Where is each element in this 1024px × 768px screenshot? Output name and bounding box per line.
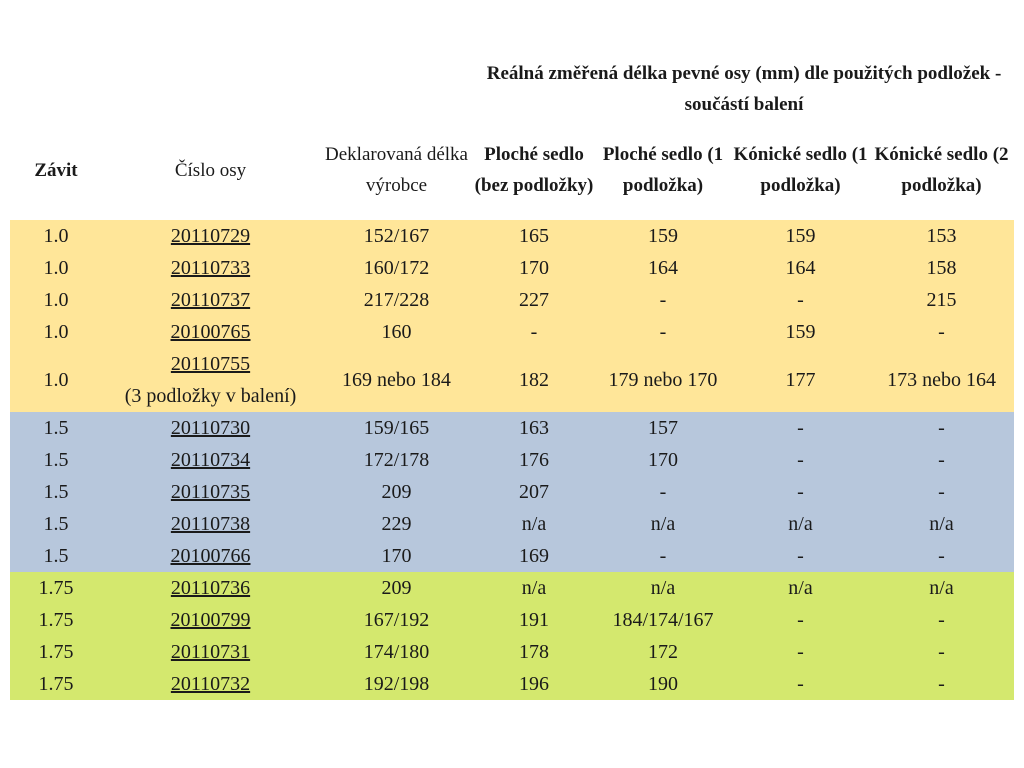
axle-number-link[interactable]: 20110731 xyxy=(170,641,251,663)
cell-deklarovana-delka: 170 xyxy=(319,540,474,572)
cell-konicke-2-podlozka: - xyxy=(869,604,1014,636)
axle-length-table xyxy=(10,56,1014,700)
package-note: (3 podložky v balení) xyxy=(124,385,297,407)
axle-number-link[interactable]: 20110737 xyxy=(170,289,251,311)
cell-deklarovana-delka: 229 xyxy=(319,508,474,540)
cell-konicke-1-podlozka: - xyxy=(732,412,869,444)
cell-konicke-2-podlozka: - xyxy=(869,412,1014,444)
table-row xyxy=(10,284,1014,316)
table-row xyxy=(10,348,1014,412)
cell-deklarovana-delka: 174/180 xyxy=(319,636,474,668)
cell-cislo-osy xyxy=(102,668,319,700)
cell-zavit: 1.0 xyxy=(10,252,102,284)
cell-ploche-bez-podlozky: 165 xyxy=(474,220,594,252)
measured-length-group-header: Reálná změřená délka pevné osy (mm) dle použitých podložek - součástí balení xyxy=(486,63,1002,115)
cell-zavit: 1.75 xyxy=(10,604,102,636)
cell-zavit: 1.5 xyxy=(10,412,102,444)
cell-konicke-2-podlozka: n/a xyxy=(869,572,1014,604)
axle-number-link[interactable]: 20110729 xyxy=(170,225,251,247)
cell-konicke-2-podlozka: - xyxy=(869,668,1014,700)
cell-ploche-bez-podlozky: 227 xyxy=(474,284,594,316)
axle-number-link[interactable]: 20110734 xyxy=(170,449,251,471)
cell-zavit: 1.5 xyxy=(10,508,102,540)
cell-deklarovana-delka: 152/167 xyxy=(319,220,474,252)
cell-zavit: 1.0 xyxy=(10,316,102,348)
table-header xyxy=(10,56,1014,220)
cell-cislo-osy xyxy=(102,540,319,572)
cell-ploche-bez-podlozky: 191 xyxy=(474,604,594,636)
cell-ploche-1-podlozka: - xyxy=(594,540,732,572)
column-header-deklarovana-delka: Deklarovaná délka výrobce xyxy=(325,144,468,196)
cell-ploche-1-podlozka: 172 xyxy=(594,636,732,668)
cell-ploche-1-podlozka: n/a xyxy=(594,572,732,604)
cell-zavit: 1.0 xyxy=(10,284,102,316)
cell-konicke-1-podlozka: - xyxy=(732,636,869,668)
cell-cislo-osy xyxy=(102,444,319,476)
axle-number-link[interactable]: 20110755 xyxy=(170,353,251,375)
cell-zavit: 1.75 xyxy=(10,668,102,700)
cell-cislo-osy xyxy=(102,604,319,636)
cell-zavit: 1.0 xyxy=(10,348,102,412)
cell-zavit: 1.75 xyxy=(10,636,102,668)
column-header-cislo-osy: Číslo osy xyxy=(174,159,247,181)
cell-konicke-1-podlozka: - xyxy=(732,604,869,636)
cell-konicke-1-podlozka: n/a xyxy=(732,508,869,540)
axle-number-link[interactable]: 20110732 xyxy=(170,673,251,695)
cell-ploche-1-podlozka: n/a xyxy=(594,508,732,540)
table-row xyxy=(10,636,1014,668)
cell-deklarovana-delka: 160 xyxy=(319,316,474,348)
cell-ploche-bez-podlozky: 170 xyxy=(474,252,594,284)
cell-konicke-2-podlozka: - xyxy=(869,540,1014,572)
column-header-ploche-bez-podlozky: Ploché sedlo (bez podložky) xyxy=(474,144,594,196)
cell-konicke-1-podlozka: - xyxy=(732,668,869,700)
table-row xyxy=(10,668,1014,700)
axle-number-link[interactable]: 20110735 xyxy=(170,481,251,503)
cell-cislo-osy xyxy=(102,636,319,668)
cell-deklarovana-delka: 167/192 xyxy=(319,604,474,636)
cell-cislo-osy xyxy=(102,220,319,252)
axle-number-link[interactable]: 20110733 xyxy=(170,257,251,279)
cell-ploche-bez-podlozky: 182 xyxy=(474,348,594,412)
cell-zavit: 1.75 xyxy=(10,572,102,604)
column-header-konicke-1-podlozka: Kónické sedlo (1 podložka) xyxy=(733,144,868,196)
cell-konicke-2-podlozka: n/a xyxy=(869,508,1014,540)
cell-zavit: 1.5 xyxy=(10,444,102,476)
cell-cislo-osy xyxy=(102,508,319,540)
table-row xyxy=(10,604,1014,636)
cell-ploche-bez-podlozky: 169 xyxy=(474,540,594,572)
cell-zavit: 1.0 xyxy=(10,220,102,252)
cell-konicke-2-podlozka: - xyxy=(869,444,1014,476)
cell-deklarovana-delka: 192/198 xyxy=(319,668,474,700)
cell-deklarovana-delka: 169 nebo 184 xyxy=(319,348,474,412)
cell-konicke-1-podlozka: - xyxy=(732,540,869,572)
axle-number-link[interactable]: 20100799 xyxy=(170,609,251,631)
cell-ploche-1-podlozka: 190 xyxy=(594,668,732,700)
cell-cislo-osy xyxy=(102,348,319,412)
cell-konicke-2-podlozka: 158 xyxy=(869,252,1014,284)
cell-deklarovana-delka: 209 xyxy=(319,572,474,604)
cell-konicke-2-podlozka: - xyxy=(869,636,1014,668)
cell-ploche-bez-podlozky: n/a xyxy=(474,508,594,540)
cell-ploche-1-podlozka: 170 xyxy=(594,444,732,476)
cell-konicke-2-podlozka: 153 xyxy=(869,220,1014,252)
cell-deklarovana-delka: 160/172 xyxy=(319,252,474,284)
cell-cislo-osy xyxy=(102,252,319,284)
cell-ploche-1-podlozka: 184/174/167 xyxy=(594,604,732,636)
cell-konicke-2-podlozka: - xyxy=(869,476,1014,508)
cell-konicke-2-podlozka: 173 nebo 164 xyxy=(869,348,1014,412)
cell-cislo-osy xyxy=(102,572,319,604)
cell-ploche-1-podlozka: - xyxy=(594,476,732,508)
cell-konicke-1-podlozka: - xyxy=(732,444,869,476)
cell-ploche-bez-podlozky: 176 xyxy=(474,444,594,476)
cell-ploche-1-podlozka: 157 xyxy=(594,412,732,444)
cell-ploche-bez-podlozky: 207 xyxy=(474,476,594,508)
table-row xyxy=(10,476,1014,508)
axle-number-link[interactable]: 20100766 xyxy=(170,545,251,567)
axle-number-link[interactable]: 20110730 xyxy=(170,417,251,439)
cell-konicke-2-podlozka: 215 xyxy=(869,284,1014,316)
cell-ploche-bez-podlozky: 196 xyxy=(474,668,594,700)
column-header-konicke-2-podlozka: Kónické sedlo (2 podložka) xyxy=(874,144,1009,196)
table-body xyxy=(10,220,1014,700)
cell-deklarovana-delka: 159/165 xyxy=(319,412,474,444)
cell-konicke-2-podlozka: - xyxy=(869,316,1014,348)
cell-cislo-osy xyxy=(102,412,319,444)
table-row xyxy=(10,444,1014,476)
cell-konicke-1-podlozka: 159 xyxy=(732,220,869,252)
cell-konicke-1-podlozka: 164 xyxy=(732,252,869,284)
cell-zavit: 1.5 xyxy=(10,476,102,508)
cell-deklarovana-delka: 217/228 xyxy=(319,284,474,316)
cell-zavit: 1.5 xyxy=(10,540,102,572)
cell-konicke-1-podlozka: - xyxy=(732,284,869,316)
cell-cislo-osy xyxy=(102,316,319,348)
cell-ploche-1-podlozka: - xyxy=(594,316,732,348)
table-row xyxy=(10,316,1014,348)
cell-ploche-bez-podlozky: 178 xyxy=(474,636,594,668)
table-row xyxy=(10,220,1014,252)
cell-konicke-1-podlozka: n/a xyxy=(732,572,869,604)
cell-deklarovana-delka: 209 xyxy=(319,476,474,508)
cell-ploche-1-podlozka: 164 xyxy=(594,252,732,284)
table-row xyxy=(10,540,1014,572)
table-row xyxy=(10,252,1014,284)
cell-ploche-1-podlozka: - xyxy=(594,284,732,316)
table-row xyxy=(10,508,1014,540)
cell-ploche-bez-podlozky: - xyxy=(474,316,594,348)
document xyxy=(10,56,1014,700)
column-header-ploche-1-podlozka: Ploché sedlo (1 podložka) xyxy=(602,144,724,196)
column-header-zavit: Závit xyxy=(34,159,78,181)
cell-deklarovana-delka: 172/178 xyxy=(319,444,474,476)
axle-number-link[interactable]: 20110736 xyxy=(170,577,251,599)
cell-ploche-bez-podlozky: n/a xyxy=(474,572,594,604)
axle-number-link[interactable]: 20100765 xyxy=(170,321,251,343)
cell-konicke-1-podlozka: - xyxy=(732,476,869,508)
axle-number-link[interactable]: 20110738 xyxy=(170,513,251,535)
cell-ploche-1-podlozka: 159 xyxy=(594,220,732,252)
cell-cislo-osy xyxy=(102,284,319,316)
table-row xyxy=(10,572,1014,604)
cell-ploche-1-podlozka: 179 nebo 170 xyxy=(594,348,732,412)
table-row xyxy=(10,412,1014,444)
cell-konicke-1-podlozka: 159 xyxy=(732,316,869,348)
cell-cislo-osy xyxy=(102,476,319,508)
cell-ploche-bez-podlozky: 163 xyxy=(474,412,594,444)
cell-konicke-1-podlozka: 177 xyxy=(732,348,869,412)
